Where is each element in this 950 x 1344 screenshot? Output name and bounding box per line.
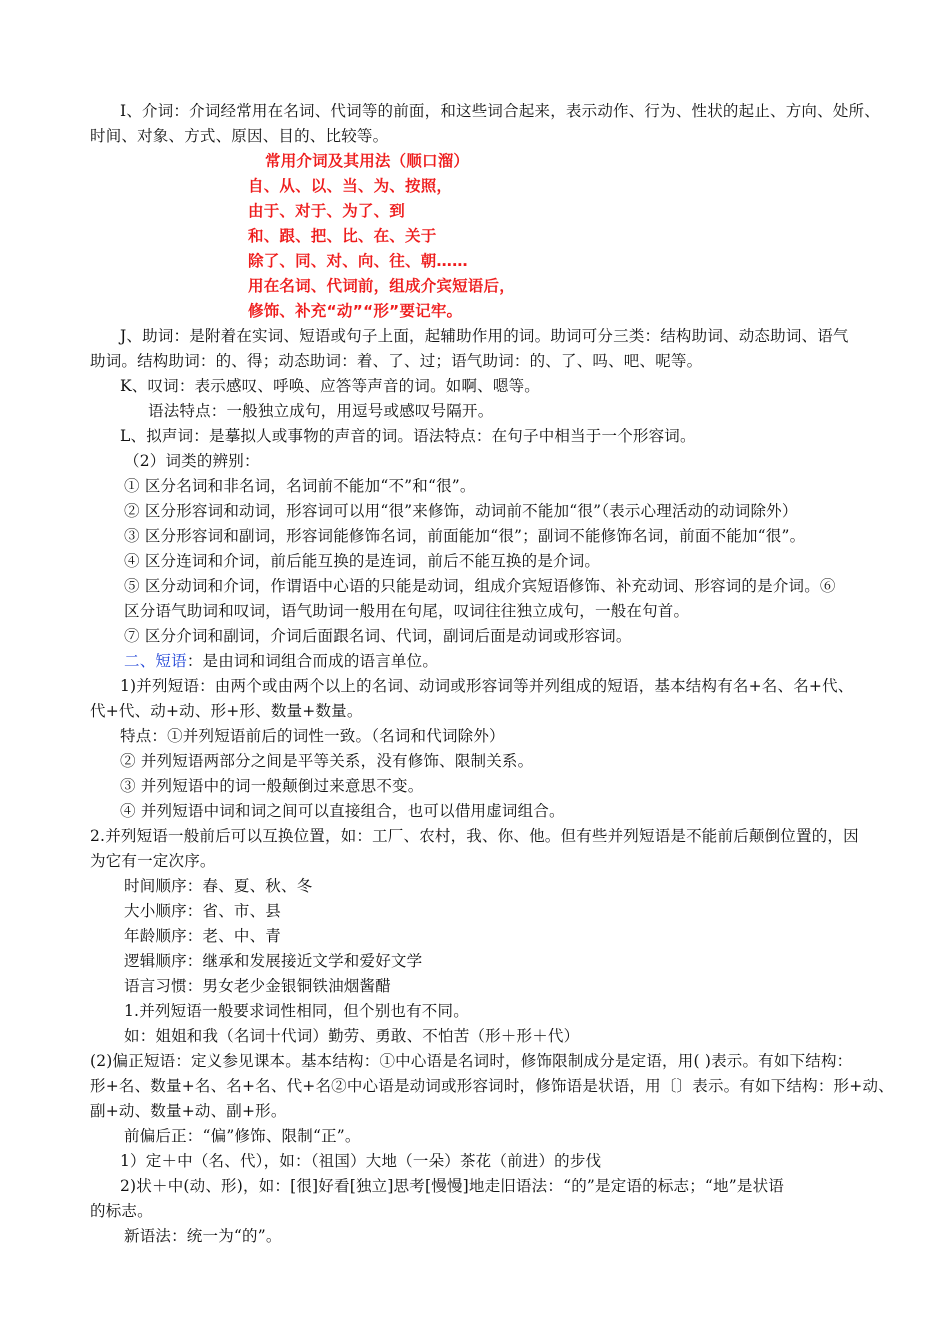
order-example-habit: 语言习惯：男女老少金银铜铁油烟酱醋: [124, 977, 391, 995]
attributive-example: 1）定＋中（名、代），如：（祖国）大地（一朵）茶花（前进）的步伐: [120, 1152, 602, 1170]
coordinate-order-line-2: 为它有一定次序。: [90, 852, 216, 870]
modifier-phrase-line-2: 形+名、数量+名、名+名、代+名②中心语是动词或形容词时，修饰语是状语，用〔〕表示。有如下结构：形+动、: [90, 1077, 894, 1095]
jingle-line-3: 和、跟、把、比、在、关于: [248, 227, 437, 245]
particle-definition-line-1: J、助词：是附着在实词、短语或句子上面，起辅助作用的词。助词可分三类：结构助词、动态助词、语气: [120, 327, 849, 345]
coordinate-phrase-line-1: 1)并列短语：由两个或由两个以上的名词、动词或形容词等并列组成的短语，基本结构有名+名、名+代、: [120, 677, 854, 695]
jingle-title: 常用介词及其用法（顺口溜）: [265, 152, 470, 170]
distinguish-item-2: ② 区分形容词和动词，形容词可以用“很”来修饰，动词前不能加“很”（表示心理活动的动词除外）: [124, 502, 798, 520]
preposition-definition-line-1: I、介词：介词经常用在名词、代词等的前面，和这些词合起来，表示动作、行为、性状的起止、方向、处所、: [120, 102, 880, 120]
coordinate-feature-1: 特点：①并列短语前后的词性一致。（名词和代词除外）: [120, 727, 505, 745]
interjection-definition: K、叹词：表示感叹、呼唤、应答等声音的词。如啊、嗯等。: [120, 377, 540, 395]
order-example-age: 年龄顺序：老、中、青: [124, 927, 282, 945]
coordinate-feature-4: ④ 并列短语中词和词之间可以直接组合，也可以借用虚词组合。: [120, 802, 565, 820]
phrases-heading-label: 二、短语: [124, 652, 187, 670]
distinguish-item-5: ⑤ 区分动词和介词，作谓语中心语的只能是动词，组成介宾短语修饰、补充动词、形容词的是介词。⑥: [124, 577, 836, 595]
phrases-heading-text: ：是由词和词组合而成的语言单位。: [186, 652, 439, 670]
coordinate-phrase-line-2: 代+代、动+动、形+形、数量+数量。: [90, 702, 363, 720]
modifier-phrase-line-1: (2)偏正短语：定义参见课本。基本结构：①中心语是名词时，修饰限制成分是定语，用( )表示。有如下结构：: [90, 1052, 853, 1070]
distinguish-item-3: ③ 区分形容词和副词，形容词能修饰名词，前面能加“很”；副词不能修饰名词，前面不能加“很”。: [124, 527, 806, 545]
jingle-line-2: 由于、对于、为了、到: [248, 202, 406, 220]
modifier-phrase-line-3: 副+动、数量+动、副+形。: [90, 1102, 287, 1120]
coordinate-example: 如：姐姐和我（名词十代词）勤劳、勇敢、不怕苦（形＋形＋代）: [124, 1027, 580, 1045]
jingle-line-5: 用在名词、代词前，组成介宾短语后，: [248, 277, 515, 295]
jingle-line-6: 修饰、补充“动”“形”要记牢。: [248, 302, 463, 320]
jingle-line-4: 除了、同、对、向、往、朝……: [248, 252, 468, 270]
order-example-size: 大小顺序：省、市、县: [124, 902, 282, 920]
phrases-heading: [124, 649, 438, 673]
coordinate-order-line-1: 2.并列短语一般前后可以互换位置，如：工厂、农村，我、你、他。但有些并列短语是不能前后颠倒位置的，因: [90, 827, 859, 845]
new-grammar-note: 新语法：统一为“的”。: [124, 1227, 282, 1245]
order-example-logic: 逻辑顺序：继承和发展接近文学和爱好文学: [124, 952, 423, 970]
distinguish-item-4: ④ 区分连词和介词，前后能互换的是连词，前后不能互换的是介词。: [124, 552, 601, 570]
same-part-of-speech-note: 1.并列短语一般要求词性相同，但个别也有不同。: [124, 1002, 469, 1020]
word-class-distinguish-heading: （2）词类的辨别：: [124, 452, 260, 470]
jingle-line-1: 自、从、以、当、为、按照，: [248, 177, 453, 195]
distinguish-item-6: 区分语气助词和叹词，语气助词一般用在句尾，叹词往往独立成句，一般在句首。: [124, 602, 690, 620]
distinguish-item-1: ① 区分名词和非名词，名词前不能加“不”和“很”。: [124, 477, 476, 495]
order-example-time: 时间顺序：春、夏、秋、冬: [124, 877, 313, 895]
particle-definition-line-2: 助词。结构助词：的、得；动态助词：着、了、过；语气助词：的、了、吗、吧、呢等。: [90, 352, 703, 370]
onomatopoeia-definition: L、拟声词：是摹拟人或事物的声音的词。语法特点：在句子中相当于一个形容词。: [120, 427, 696, 445]
distinguish-item-7: ⑦ 区分介词和副词，介词后面跟名词、代词，副词后面是动词或形容词。: [124, 627, 632, 645]
coordinate-feature-3: ③ 并列短语中的词一般颠倒过来意思不变。: [120, 777, 424, 795]
interjection-grammar: 语法特点：一般独立成句，用逗号或感叹号隔开。: [148, 402, 494, 420]
preposition-definition-line-2: 时间、对象、方式、原因、目的、比较等。: [90, 127, 389, 145]
coordinate-feature-2: ② 并列短语两部分之间是平等关系，没有修饰、限制关系。: [120, 752, 534, 770]
modifier-rule: 前偏后正：“偏”修饰、限制“正”。: [124, 1127, 361, 1145]
adverbial-example-line-2: 的标志。: [90, 1202, 153, 1220]
adverbial-example-line-1: 2)状＋中(动、形)，如：[很]好看[独立]思考[慢慢]地走旧语法：“的”是定语的标志；“地”是状语: [120, 1177, 784, 1195]
